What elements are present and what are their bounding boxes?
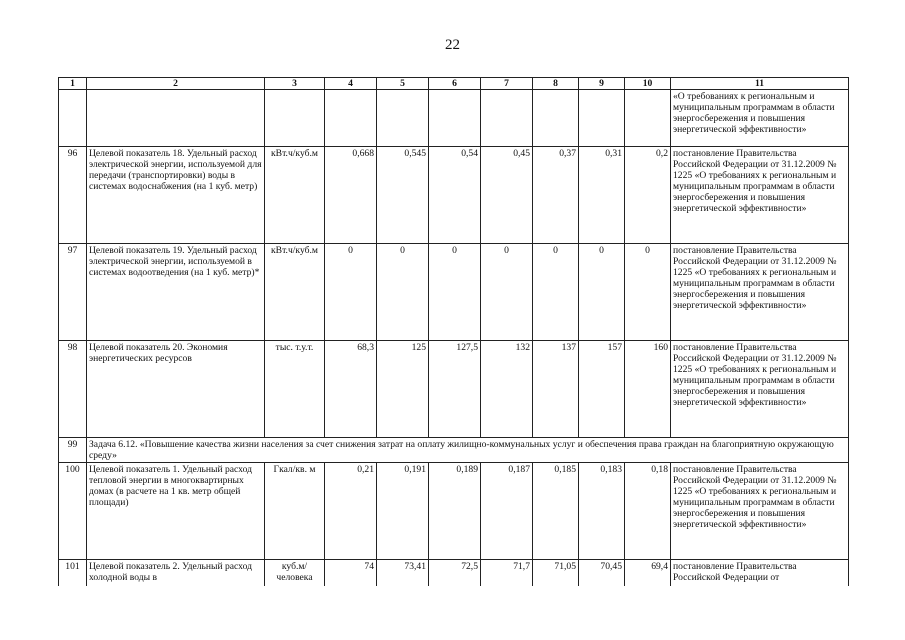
value-cell: 0,189 <box>429 463 481 560</box>
value-cell: 127,5 <box>429 341 481 438</box>
value-cell: 132 <box>481 341 533 438</box>
value-cell: 0,191 <box>377 463 429 560</box>
value-cell: 0,545 <box>377 147 429 244</box>
indicator-name: Целевой показатель 18. Удельный расход электрической энергии, используемой для передачи (транспортировки) воды в системах водоснабжения (на 1 куб. метр) <box>87 147 265 244</box>
task-description: Задача 6.12. «Повышение качества жизни населения за счет снижения затрат на оплату жилищно-коммунальных услуг и обеспечения права граждан на благоприятную окружающую среду» <box>87 438 849 463</box>
value-cell: 0,2 <box>625 147 671 244</box>
indicator-name: Целевой показатель 19. Удельный расход электрической энергии, используемой в системах водоотведения (на 1 куб. метр)* <box>87 244 265 341</box>
value-cell: 69,4 <box>625 560 671 586</box>
legal-basis-cell: постановление Правительства Российской Федерации от 31.12.2009 № 1225 «О требованиях к региональным и муниципальным программам в области энергосбережения и повышения энергетической эффективности» <box>671 463 849 560</box>
unit-cell: Гкал/кв. м <box>265 463 325 560</box>
value-cell: 0 <box>481 244 533 341</box>
value-cell: 68,3 <box>325 341 377 438</box>
value-cell: 73,41 <box>377 560 429 586</box>
legal-basis-cell: «О требованиях к региональным и муниципальным программам в области энергосбережения и повышения энергетической эффективности» <box>671 90 849 147</box>
value-cell: 72,5 <box>429 560 481 586</box>
value-cell: 0 <box>325 244 377 341</box>
legal-basis-cell: постановление Правительства Российской Федерации от <box>671 560 849 586</box>
row-number: 101 <box>59 560 87 586</box>
legal-basis-cell: постановление Правительства Российской Федерации от 31.12.2009 № 1225 «О требованиях к региональным и муниципальным программам в области энергосбережения и повышения энергетической эффективности» <box>671 147 849 244</box>
value-cell: 0 <box>625 244 671 341</box>
value-cell: 125 <box>377 341 429 438</box>
column-header: 7 <box>481 78 533 90</box>
column-header: 8 <box>533 78 579 90</box>
unit-cell: куб.м/ человека <box>265 560 325 586</box>
value-cell: 70,45 <box>579 560 625 586</box>
column-header: 5 <box>377 78 429 90</box>
row-number: 97 <box>59 244 87 341</box>
indicator-name: Целевой показатель 20. Экономия энергетических ресурсов <box>87 341 265 438</box>
table-row <box>59 341 849 438</box>
table-row <box>59 463 849 560</box>
task-row <box>59 438 849 463</box>
column-header: 1 <box>59 78 87 90</box>
value-cell: 137 <box>533 341 579 438</box>
row-number: 100 <box>59 463 87 560</box>
row-number: 99 <box>59 438 87 463</box>
unit-cell: тыс. т.у.т. <box>265 341 325 438</box>
row-number: 96 <box>59 147 87 244</box>
value-cell: 0,54 <box>429 147 481 244</box>
indicators-table <box>58 77 849 586</box>
column-number-row <box>59 78 849 90</box>
value-cell: 74 <box>325 560 377 586</box>
value-cell: 160 <box>625 341 671 438</box>
value-cell: 0 <box>533 244 579 341</box>
value-cell: 157 <box>579 341 625 438</box>
value-cell: 0,668 <box>325 147 377 244</box>
unit-cell: кВт.ч/куб.м <box>265 147 325 244</box>
indicator-name: Целевой показатель 1. Удельный расход тепловой энергии в многоквартирных домах (в расчете на 1 кв. метр общей площади) <box>87 463 265 560</box>
table-row <box>59 244 849 341</box>
row-number: 98 <box>59 341 87 438</box>
value-cell: 0,185 <box>533 463 579 560</box>
value-cell: 0,45 <box>481 147 533 244</box>
indicator-name: Целевой показатель 2. Удельный расход холодной воды в <box>87 560 265 586</box>
value-cell: 0,37 <box>533 147 579 244</box>
column-header: 10 <box>625 78 671 90</box>
column-header: 11 <box>671 78 849 90</box>
value-cell: 0,18 <box>625 463 671 560</box>
value-cell: 0,183 <box>579 463 625 560</box>
column-header: 9 <box>579 78 625 90</box>
table-row <box>59 147 849 244</box>
continuation-row <box>59 90 849 147</box>
value-cell: 0,21 <box>325 463 377 560</box>
value-cell: 0,187 <box>481 463 533 560</box>
value-cell: 71,05 <box>533 560 579 586</box>
table-row <box>59 560 849 586</box>
value-cell: 71,7 <box>481 560 533 586</box>
column-header: 4 <box>325 78 377 90</box>
value-cell: 0 <box>429 244 481 341</box>
page-number: 22 <box>445 37 460 53</box>
legal-basis-cell: постановление Правительства Российской Федерации от 31.12.2009 № 1225 «О требованиях к региональным и муниципальным программам в области энергосбережения и повышения энергетической эффективности» <box>671 244 849 341</box>
value-cell: 0,31 <box>579 147 625 244</box>
legal-basis-cell: постановление Правительства Российской Федерации от 31.12.2009 № 1225 «О требованиях к региональным и муниципальным программам в области энергосбережения и повышения энергетической эффективности» <box>671 341 849 438</box>
value-cell: 0 <box>377 244 429 341</box>
column-header: 6 <box>429 78 481 90</box>
column-header: 3 <box>265 78 325 90</box>
column-header: 2 <box>87 78 265 90</box>
unit-cell: кВт.ч/куб.м <box>265 244 325 341</box>
value-cell: 0 <box>579 244 625 341</box>
